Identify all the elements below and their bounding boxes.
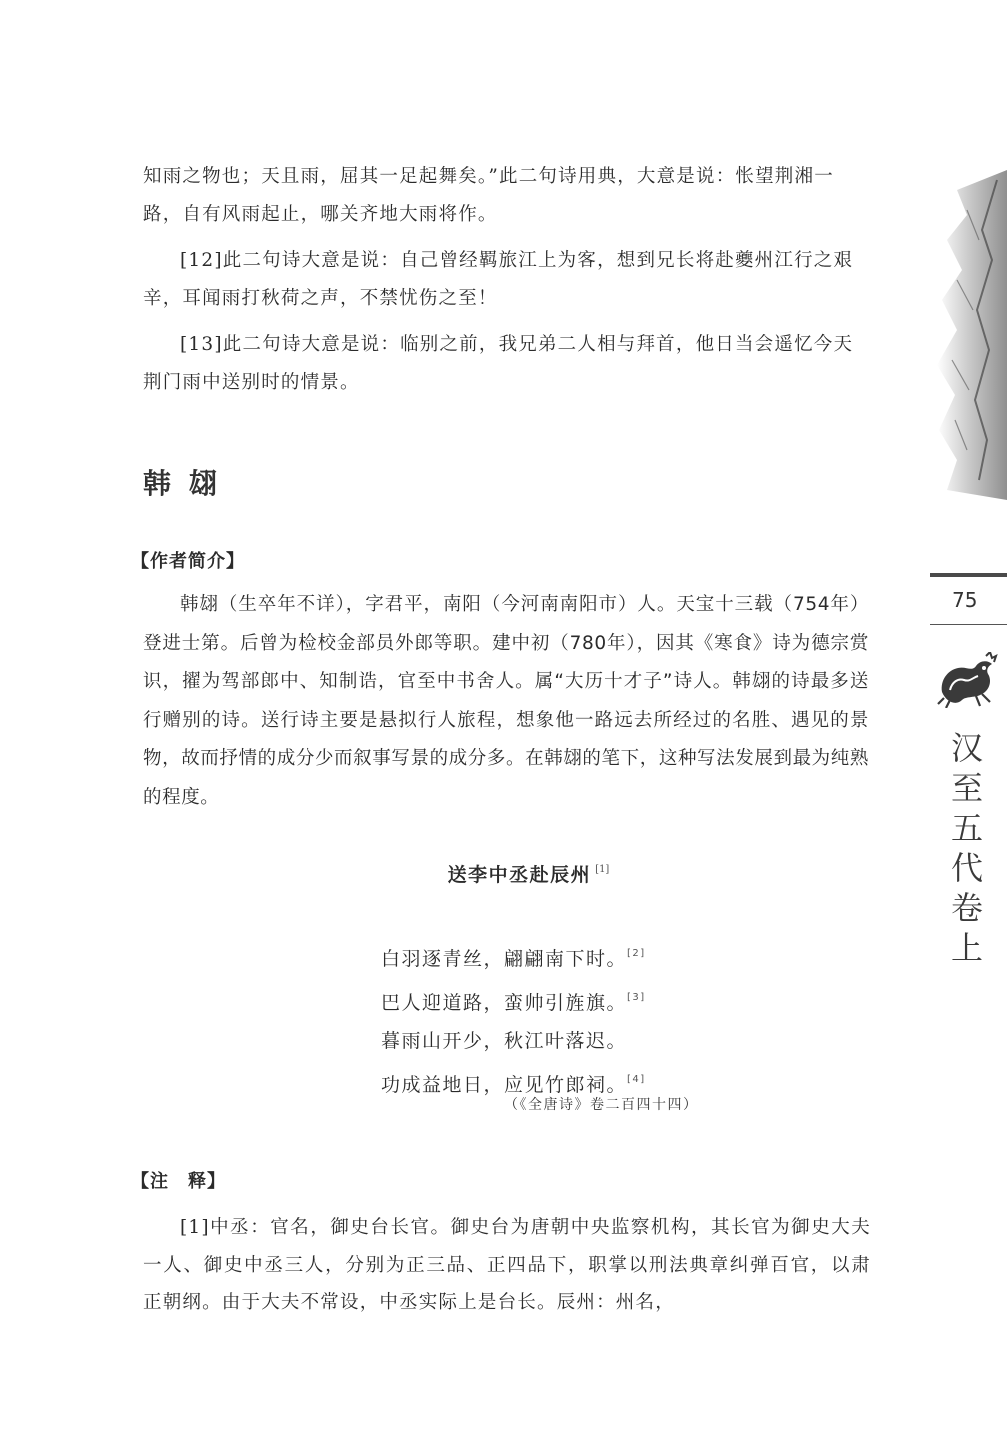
- notes: [143, 1209, 871, 1322]
- side-volume-title: 汉 至 五 代 卷 上: [950, 729, 983, 967]
- footnote-marker: [2]: [627, 948, 646, 959]
- poem-body: [381, 935, 646, 1104]
- page-number: 75: [952, 588, 978, 612]
- poem-title-text: 送李中丞赴辰州: [447, 864, 592, 886]
- author-intro-paragraph: 韩翃（生卒年不详），字君平，南阳（今河南南阳市）人。天宝十三载（754年）登进士第。后曾为检校金部员外郎等职。建中初（780年），因其《寒食》诗为德宗赏识，擢为驾部郎中、知制诰，官至中书舍人。属“大历十才子”诗人。韩翃的诗最多送行赠别的诗。送行诗主要是悬拟行人旅程，想象他一路远去所经过的名胜、遇见的景物，故而抒情的成分少而叙事写景的成分多。在韩翃的笔下，这种写法发展到最为纯熟的程度。: [143, 594, 869, 808]
- note-paragraph: [13]此二句诗大意是说：临别之前，我兄弟二人相与拜首，他日当会遥忆今天荆门雨中送别时的情景。: [143, 334, 854, 393]
- poem-title: [0, 860, 1007, 887]
- margin-rule: [930, 624, 1007, 625]
- poem-line: 巴人迎道路，蛮帅引旌旗。[3]: [381, 991, 646, 1014]
- poem-line: 暮雨山开少，秋江叶落迟。: [381, 1030, 628, 1052]
- mountain-landscape-icon: [927, 170, 1007, 500]
- author-intro: [143, 586, 869, 817]
- notes-heading: 【注 释】: [131, 1171, 226, 1192]
- footnote-marker: [3]: [627, 991, 646, 1003]
- note-paragraph: 知雨之物也；天且雨，屈其一足起舞矣。”此二句诗用典，大意是说：怅望荆湘一路，自有风雨起止，哪关齐地大雨将作。: [143, 166, 834, 225]
- poem-source: （《全唐诗》卷二百四十四）: [504, 1097, 699, 1113]
- note-paragraph: [1]中丞：官名，御史台长官。御史台为唐朝中央监察机构，其长官为御史大夫一人、御史中丞三人，分别为正三品、正四品下，职掌以刑法典章纠弹百官，以肃正朝纲。由于大夫不常设，中丞实际上是台长。辰州：州名，: [143, 1217, 871, 1313]
- poem-line: 白羽逐青丝，翩翩南下时。[2]: [381, 948, 646, 970]
- footnote-marker: [1]: [595, 864, 610, 875]
- notes-continued: [143, 158, 871, 410]
- author-intro-heading: 【作者简介】: [131, 551, 245, 572]
- footnote-marker: [4]: [627, 1073, 646, 1085]
- poem-line: 功成益地日，应见竹郎祠。[4]: [381, 1073, 646, 1096]
- dragon-emblem-icon: [936, 652, 998, 708]
- note-paragraph: [12]此二句诗大意是说：自己曾经羁旅江上为客，想到兄长将赴夔州江行之艰辛，耳闻雨打秋荷之声，不禁忧伤之至！: [143, 250, 854, 309]
- author-name: 韩翃: [143, 467, 236, 500]
- margin-rule: [930, 573, 1007, 577]
